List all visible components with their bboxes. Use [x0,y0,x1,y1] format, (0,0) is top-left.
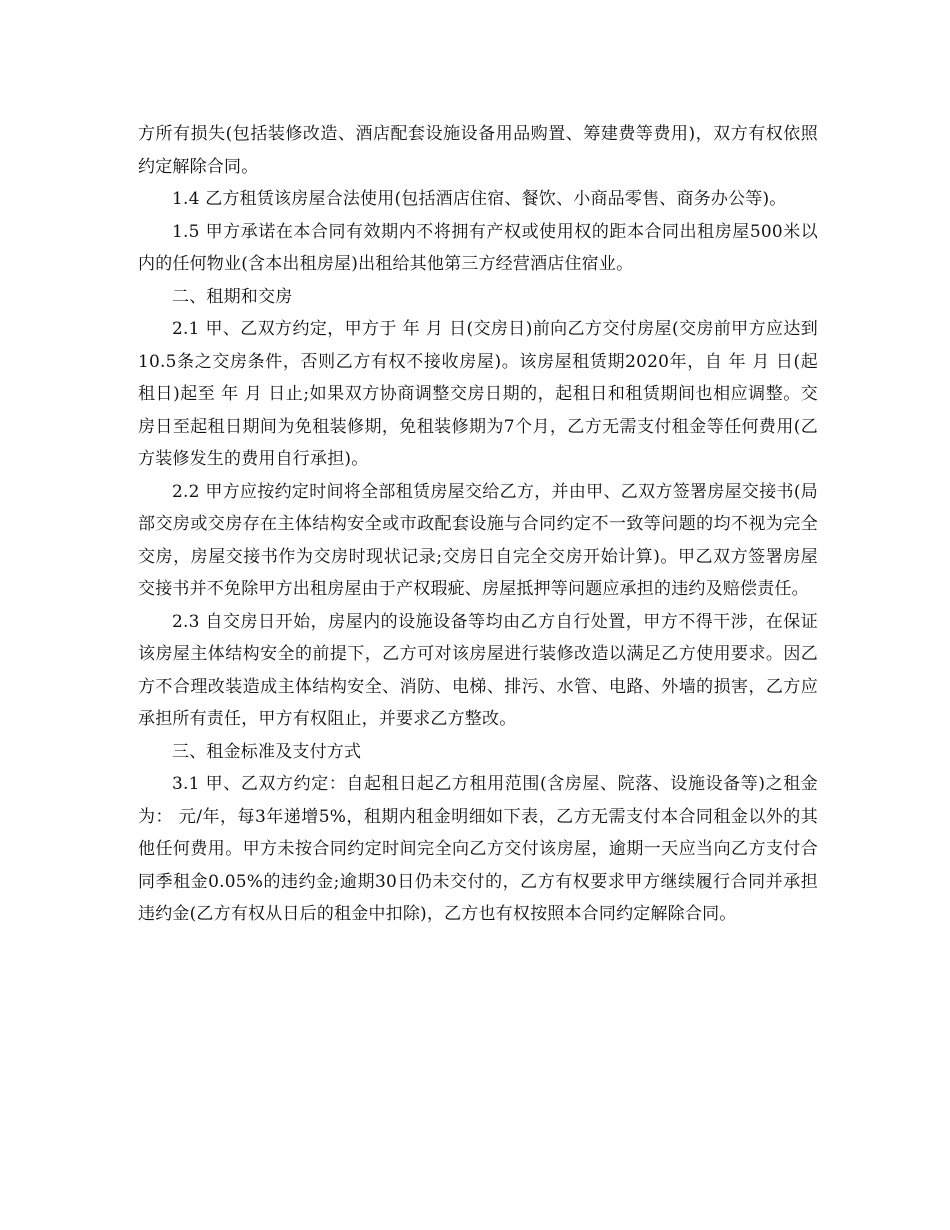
section-heading-rent: 三、租金标准及支付方式 [172,741,362,762]
paragraph-clause-1-4: 1.4 乙方租赁该房屋合法使用(包括酒店住宿、餐饮、小商品零售、商务办公等)。 [172,189,787,209]
paragraph-clause-2-2: 2.2 甲方应按约定时间将全部租赁房屋交给乙方，并由甲、乙双方签署房屋交接书(局部交房或交房存在主体结构安全或市政配套设施与合同约定不一致等问题的均不视为完全交房，房屋交接书作为交房时现状记录;交房日自完全交房开始计算)。甲乙双方签署房屋交接书并不免除甲方出租房屋由于产权瑕疵、房屋抵押等问题应承担的违约及赔偿责任。 [138,481,818,599]
paragraph-clause-3-1: 3.1 甲、乙双方约定：自起租日起乙方租用范围(含房屋、院落、设施设备等)之租金为： 元/年，每3年递增5%，租期内租金明细如下表，乙方无需支付本合同租金以外的其他任何费用。甲方未按合同约定时间完全向乙方交付该房屋，逾期一天应当向乙方支付合同季租金0.05%的违约金;逾期30日仍未交付的，乙方有权要求甲方继续履行合同并承担违约金(乙方有权从日后的租金中扣除)，乙方也有权按照本合同约定解除合同。 [138,774,818,924]
paragraph-clause-2-3: 2.3 自交房日开始，房屋内的设施设备等均由乙方自行处置，甲方不得干涉，在保证该房屋主体结构安全的前提下，乙方可对该房屋进行装修改造以满足乙方使用要求。因乙方不合理改装造成主体结构安全、消防、电梯、排污、水管、电路、外墙的损害，乙方应承担所有责任，甲方有权阻止，并要求乙方整改。 [138,611,818,729]
section-heading-lease-term: 二、租期和交房 [172,286,293,307]
paragraph-clause-1-5: 1.5 甲方承诺在本合同有效期内不将拥有产权或使用权的距本合同出租房屋500米以内的任何物业(含本出租房屋)出租给其他第三方经营酒店住宿业。 [138,221,818,274]
document-body [138,118,818,931]
paragraph-clause-2-1: 2.1 甲、乙双方约定，甲方于 年 月 日(交房日)前向乙方交付房屋(交房前甲方应达到10.5条之交房条件，否则乙方有权不接收房屋)。该房屋租赁期2020年，自 年 月 日(起租日)起至 年 月 日止;如果双方协商调整交房日期的，起租日和租赁期间也相应调整。交房日至起租日期间为免租装修期，免租装修期为7个月，乙方无需支付租金等任何费用(乙方装修发生的费用自行承担)。 [138,319,818,469]
paragraph-loss-clause-continued: 方所有损失(包括装修改造、酒店配套设施设备用品购置、筹建费等费用)，双方有权依照约定解除合同。 [138,124,818,177]
